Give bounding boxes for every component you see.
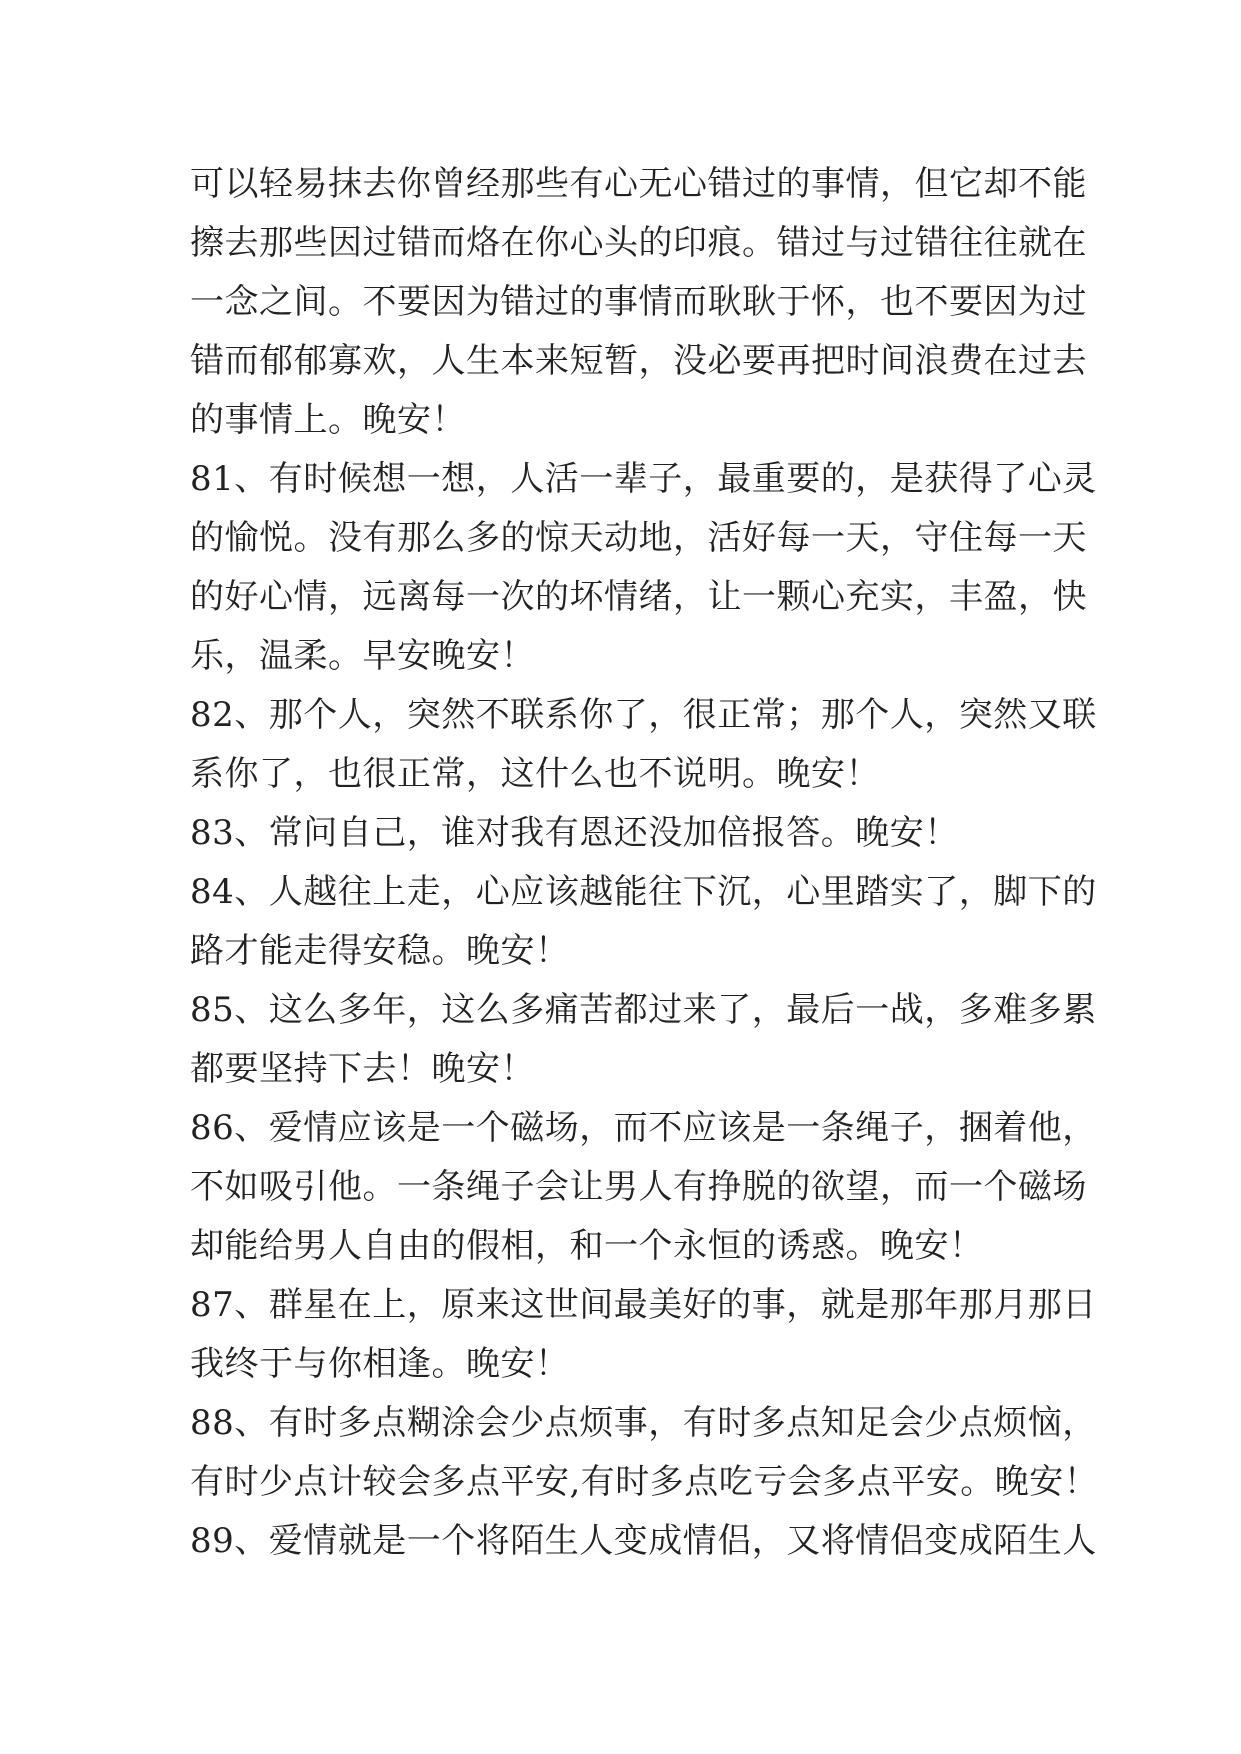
text-line: 85、这么多年，这么多痛苦都过来了，最后一战，多难多累 [190,990,1097,1030]
text-line: 不如吸引他。一条绳子会让男人有挣脱的欲望，而一个磁场 [190,1167,1087,1207]
text-line: 88、有时多点糊涂会少点烦事，有时多点知足会少点烦恼， [190,1403,1097,1443]
text-line: 84、人越往上走，心应该越能往下沉，心里踏实了，脚下的 [190,872,1097,912]
text-line: 86、爱情应该是一个磁场，而不应该是一条绳子，捆着他， [190,1108,1097,1148]
text-line: 89、爱情就是一个将陌生人变成情侣，又将情侣变成陌生人 [190,1521,1097,1561]
text-line: 的事情上。晚安！ [190,400,466,440]
text-line: 87、群星在上，原来这世间最美好的事，就是那年那月那日 [190,1285,1097,1325]
text-line: 乐，温柔。早安晚安！ [190,636,535,676]
text-line: 有时少点计较会多点平安,有时多点吃亏会多点平安。晚安！ [190,1462,1099,1502]
text-line: 83、常问自己，谁对我有恩还没加倍报答。晚安！ [190,813,959,853]
text-line: 路才能走得安稳。晚安！ [190,931,570,971]
document-body [190,155,1099,1571]
text-line: 擦去那些因过错而烙在你心头的印痕。错过与过错往往就在 [190,223,1087,263]
text-line: 错而郁郁寡欢，人生本来短暂，没必要再把时间浪费在过去 [190,341,1087,381]
text-line: 82、那个人，突然不联系你了，很正常；那个人，突然又联 [190,695,1097,735]
text-line: 可以轻易抹去你曾经那些有心无心错过的事情，但它却不能 [190,164,1087,204]
text-line: 81、有时候想一想，人活一辈子，最重要的，是获得了心灵 [190,459,1097,499]
text-line: 我终于与你相逢。晚安！ [190,1344,570,1384]
text-line: 的愉悦。没有那么多的惊天动地，活好每一天，守住每一天 [190,518,1087,558]
text-line: 系你了，也很正常，这什么也不说明。晚安！ [190,754,880,794]
text-line: 都要坚持下去！晚安！ [190,1049,535,1089]
text-line: 一念之间。不要因为错过的事情而耿耿于怀，也不要因为过 [190,282,1087,322]
text-line: 的好心情，远离每一次的坏情绪，让一颗心充实，丰盈，快 [190,577,1087,617]
text-line: 却能给男人自由的假相，和一个永恒的诱惑。晚安！ [190,1226,984,1266]
